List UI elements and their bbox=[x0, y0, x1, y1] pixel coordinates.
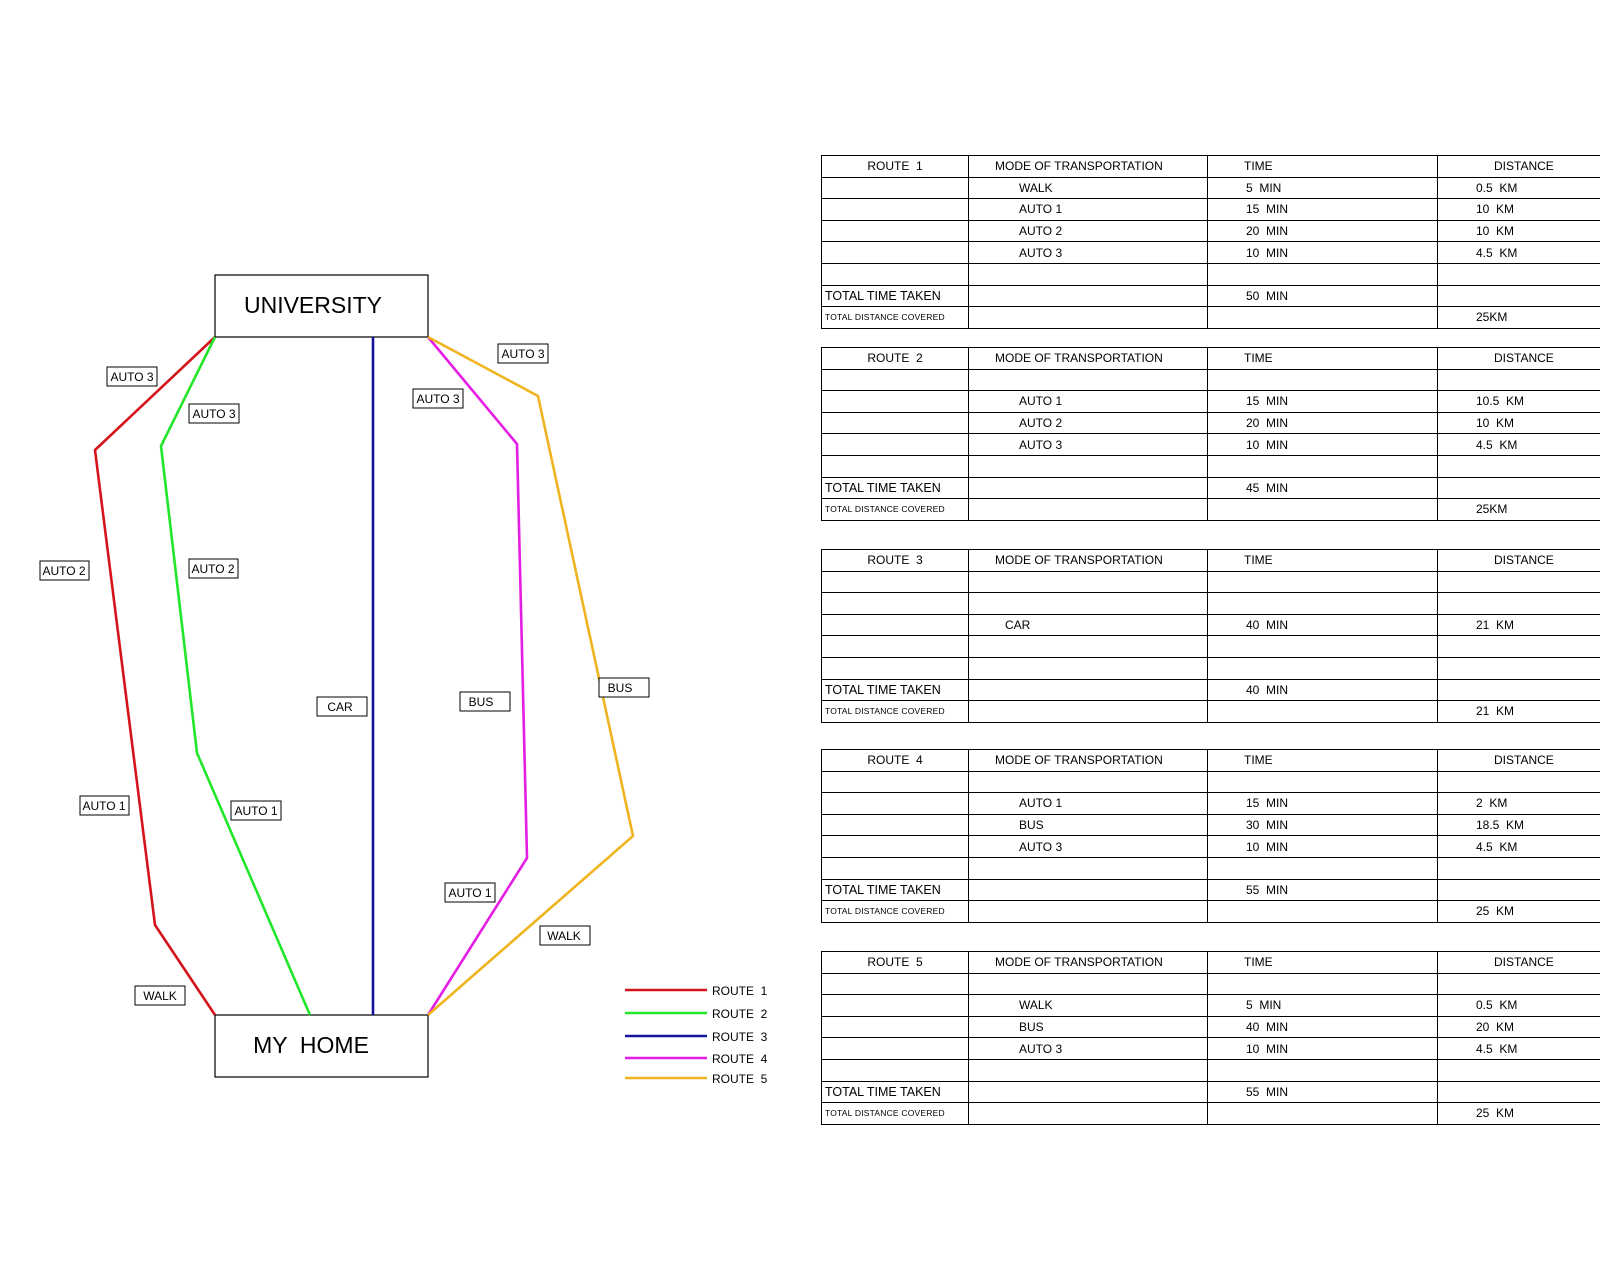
route-1-walk-label: WALK bbox=[143, 989, 177, 1003]
total-time-row bbox=[822, 879, 1600, 901]
total-distance-label: TOTAL DISTANCE COVERED bbox=[822, 901, 969, 923]
table-row bbox=[822, 391, 1600, 413]
route-2-auto2-label: AUTO 2 bbox=[191, 562, 235, 576]
table-header-row bbox=[822, 550, 1600, 572]
distance-header: DISTANCE bbox=[1438, 550, 1600, 572]
time-header: TIME bbox=[1208, 952, 1438, 974]
route-4-table bbox=[821, 749, 1600, 923]
route-name-cell: ROUTE 3 bbox=[822, 550, 969, 572]
route-3-table bbox=[821, 549, 1600, 723]
route-1-auto2-label: AUTO 2 bbox=[42, 564, 86, 578]
mode-cell: AUTO 1 bbox=[969, 793, 1208, 815]
distance-cell: 4.5 KM bbox=[1438, 836, 1600, 858]
route-5-path bbox=[428, 337, 633, 1015]
table-row bbox=[822, 571, 1600, 593]
total-distance-label: TOTAL DISTANCE COVERED bbox=[822, 701, 969, 723]
route-2-path bbox=[161, 337, 310, 1015]
time-cell: 10 MIN bbox=[1208, 836, 1438, 858]
route-4-auto3-label: AUTO 3 bbox=[416, 392, 460, 406]
route-5-auto3-label: AUTO 3 bbox=[501, 347, 545, 361]
table-row bbox=[822, 263, 1600, 285]
table-row bbox=[822, 593, 1600, 615]
mode-header: MODE OF TRANSPORTATION bbox=[969, 156, 1208, 178]
route-1-path bbox=[95, 337, 215, 1015]
total-distance-row bbox=[822, 1103, 1600, 1125]
table-row bbox=[822, 657, 1600, 679]
home-label: MY HOME bbox=[253, 1032, 369, 1058]
route-3-car-label: CAR bbox=[327, 700, 353, 714]
total-time-value: 55 MIN bbox=[1208, 1081, 1438, 1103]
table-row bbox=[822, 220, 1600, 242]
mode-header: MODE OF TRANSPORTATION bbox=[969, 952, 1208, 974]
route-2-table bbox=[821, 347, 1600, 521]
distance-cell: 4.5 KM bbox=[1438, 1038, 1600, 1060]
total-time-value: 50 MIN bbox=[1208, 285, 1438, 307]
total-time-row bbox=[822, 1081, 1600, 1103]
distance-cell: 0.5 KM bbox=[1438, 177, 1600, 199]
mode-cell: AUTO 3 bbox=[969, 1038, 1208, 1060]
distance-cell: 2 KM bbox=[1438, 793, 1600, 815]
route-name-cell: ROUTE 2 bbox=[822, 348, 969, 370]
table-header-row bbox=[822, 952, 1600, 974]
route-5-walk-label: WALK bbox=[547, 929, 581, 943]
total-time-label: TOTAL TIME TAKEN bbox=[822, 1081, 969, 1103]
route-4-bus-label: BUS bbox=[468, 695, 494, 709]
table-row bbox=[822, 455, 1600, 477]
total-distance-row bbox=[822, 307, 1600, 329]
time-cell: 10 MIN bbox=[1208, 242, 1438, 264]
route-4-auto1-label: AUTO 1 bbox=[448, 886, 492, 900]
table-header-row bbox=[822, 156, 1600, 178]
total-distance-row bbox=[822, 499, 1600, 521]
time-cell: 30 MIN bbox=[1208, 814, 1438, 836]
total-time-value: 55 MIN bbox=[1208, 879, 1438, 901]
table-row bbox=[822, 199, 1600, 221]
time-header: TIME bbox=[1208, 348, 1438, 370]
distance-header: DISTANCE bbox=[1438, 156, 1600, 178]
table-row bbox=[822, 771, 1600, 793]
table-row bbox=[822, 369, 1600, 391]
distance-cell: 10 KM bbox=[1438, 412, 1600, 434]
mode-cell: BUS bbox=[969, 1016, 1208, 1038]
table-row bbox=[822, 973, 1600, 995]
total-distance-label: TOTAL DISTANCE COVERED bbox=[822, 499, 969, 521]
time-cell: 40 MIN bbox=[1208, 614, 1438, 636]
route-name-cell: ROUTE 1 bbox=[822, 156, 969, 178]
time-cell: 10 MIN bbox=[1208, 1038, 1438, 1060]
distance-cell: 21 KM bbox=[1438, 614, 1600, 636]
table-row bbox=[822, 857, 1600, 879]
route-2-auto1-label: AUTO 1 bbox=[234, 804, 278, 818]
distance-cell: 18.5 KM bbox=[1438, 814, 1600, 836]
mode-header: MODE OF TRANSPORTATION bbox=[969, 348, 1208, 370]
total-distance-value: 25KM bbox=[1438, 307, 1600, 329]
mode-cell: AUTO 3 bbox=[969, 242, 1208, 264]
table-row bbox=[822, 614, 1600, 636]
table-row bbox=[822, 995, 1600, 1017]
table-row bbox=[822, 177, 1600, 199]
distance-cell: 20 KM bbox=[1438, 1016, 1600, 1038]
table-row bbox=[822, 836, 1600, 858]
total-time-label: TOTAL TIME TAKEN bbox=[822, 477, 969, 499]
table-row bbox=[822, 242, 1600, 264]
total-distance-value: 25KM bbox=[1438, 499, 1600, 521]
table-row bbox=[822, 814, 1600, 836]
total-distance-label: TOTAL DISTANCE COVERED bbox=[822, 1103, 969, 1125]
time-cell: 20 MIN bbox=[1208, 220, 1438, 242]
mode-cell: AUTO 1 bbox=[969, 199, 1208, 221]
route-2-auto3-label: AUTO 3 bbox=[192, 407, 236, 421]
table-row bbox=[822, 434, 1600, 456]
distance-header: DISTANCE bbox=[1438, 952, 1600, 974]
total-time-label: TOTAL TIME TAKEN bbox=[822, 679, 969, 701]
total-time-row bbox=[822, 285, 1600, 307]
total-distance-value: 21 KM bbox=[1438, 701, 1600, 723]
total-distance-value: 25 KM bbox=[1438, 901, 1600, 923]
table-row bbox=[822, 1016, 1600, 1038]
distance-cell: 0.5 KM bbox=[1438, 995, 1600, 1017]
total-time-row bbox=[822, 679, 1600, 701]
route-1-table bbox=[821, 155, 1600, 329]
legend-label-route-3: ROUTE 3 bbox=[712, 1030, 768, 1044]
total-time-row bbox=[822, 477, 1600, 499]
mode-cell: BUS bbox=[969, 814, 1208, 836]
table-row bbox=[822, 1059, 1600, 1081]
time-header: TIME bbox=[1208, 550, 1438, 572]
table-header-row bbox=[822, 750, 1600, 772]
legend-label-route-2: ROUTE 2 bbox=[712, 1007, 768, 1021]
time-cell: 10 MIN bbox=[1208, 434, 1438, 456]
time-cell: 15 MIN bbox=[1208, 199, 1438, 221]
route-5-table bbox=[821, 951, 1600, 1125]
time-cell: 20 MIN bbox=[1208, 412, 1438, 434]
mode-cell: WALK bbox=[969, 995, 1208, 1017]
table-row bbox=[822, 793, 1600, 815]
route-1-auto3-label: AUTO 3 bbox=[110, 370, 154, 384]
distance-cell: 10 KM bbox=[1438, 220, 1600, 242]
route-4-path bbox=[428, 337, 527, 1015]
total-distance-row bbox=[822, 701, 1600, 723]
mode-cell: AUTO 3 bbox=[969, 836, 1208, 858]
total-time-label: TOTAL TIME TAKEN bbox=[822, 879, 969, 901]
mode-cell: CAR bbox=[969, 614, 1208, 636]
legend-label-route-1: ROUTE 1 bbox=[712, 984, 768, 998]
total-time-label: TOTAL TIME TAKEN bbox=[822, 285, 969, 307]
time-cell: 5 MIN bbox=[1208, 995, 1438, 1017]
time-header: TIME bbox=[1208, 156, 1438, 178]
university-label: UNIVERSITY bbox=[243, 292, 383, 318]
time-cell: 40 MIN bbox=[1208, 1016, 1438, 1038]
legend bbox=[625, 984, 768, 1086]
legend-label-route-5: ROUTE 5 bbox=[712, 1072, 768, 1086]
mode-cell: WALK bbox=[969, 177, 1208, 199]
total-time-value: 40 MIN bbox=[1208, 679, 1438, 701]
distance-cell: 10.5 KM bbox=[1438, 391, 1600, 413]
distance-cell: 4.5 KM bbox=[1438, 242, 1600, 264]
total-distance-row bbox=[822, 901, 1600, 923]
route-name-cell: ROUTE 4 bbox=[822, 750, 969, 772]
mode-header: MODE OF TRANSPORTATION bbox=[969, 550, 1208, 572]
total-time-value: 45 MIN bbox=[1208, 477, 1438, 499]
route-5-bus-label: BUS bbox=[607, 681, 633, 695]
time-header: TIME bbox=[1208, 750, 1438, 772]
route-1-auto1-label: AUTO 1 bbox=[82, 799, 126, 813]
mode-cell: AUTO 2 bbox=[969, 220, 1208, 242]
distance-header: DISTANCE bbox=[1438, 750, 1600, 772]
table-header-row bbox=[822, 348, 1600, 370]
time-cell: 15 MIN bbox=[1208, 391, 1438, 413]
time-cell: 5 MIN bbox=[1208, 177, 1438, 199]
mode-cell: AUTO 2 bbox=[969, 412, 1208, 434]
route-name-cell: ROUTE 5 bbox=[822, 952, 969, 974]
total-distance-value: 25 KM bbox=[1438, 1103, 1600, 1125]
distance-header: DISTANCE bbox=[1438, 348, 1600, 370]
total-distance-label: TOTAL DISTANCE COVERED bbox=[822, 307, 969, 329]
distance-cell: 4.5 KM bbox=[1438, 434, 1600, 456]
table-row bbox=[822, 636, 1600, 658]
mode-cell: AUTO 3 bbox=[969, 434, 1208, 456]
time-cell: 15 MIN bbox=[1208, 793, 1438, 815]
distance-cell: 10 KM bbox=[1438, 199, 1600, 221]
table-row bbox=[822, 412, 1600, 434]
table-row bbox=[822, 1038, 1600, 1060]
legend-label-route-4: ROUTE 4 bbox=[712, 1052, 768, 1066]
mode-header: MODE OF TRANSPORTATION bbox=[969, 750, 1208, 772]
mode-cell: AUTO 1 bbox=[969, 391, 1208, 413]
